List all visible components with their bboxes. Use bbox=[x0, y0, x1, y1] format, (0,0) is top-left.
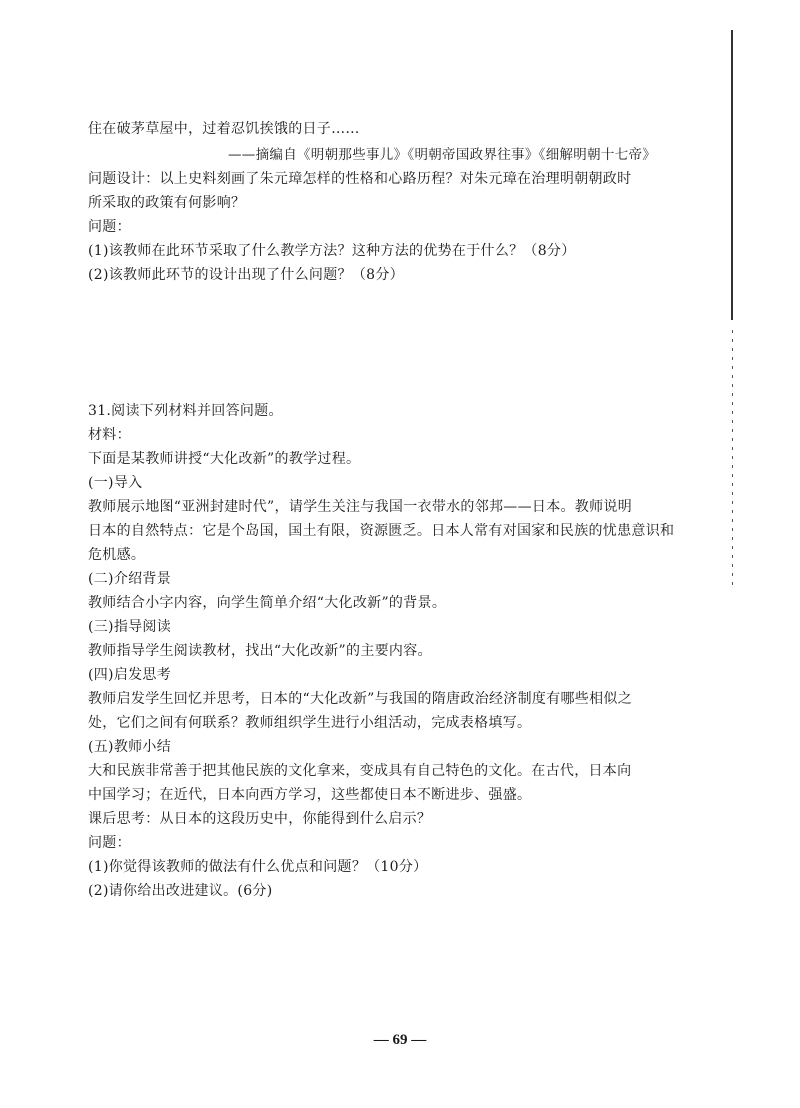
page-number: — 69 — bbox=[373, 1032, 427, 1048]
text-line: 教师结合小字内容，向学生简单介绍“大化改新”的背景。 bbox=[88, 595, 447, 611]
text-line: 住在破茅草屋中，过着忍饥挨饿的日子…… bbox=[88, 121, 360, 137]
text-line: 教师指导学生阅读教材，找出“大化改新”的主要内容。 bbox=[88, 643, 432, 659]
text-line: 中国学习；在近代，日本向西方学习，这些都使日本不断进步、强盛。 bbox=[88, 787, 532, 803]
question-item: (1)该教师在此环节采取了什么教学方法？这种方法的优势在于什么？（8分） bbox=[88, 243, 576, 259]
text-line: 大和民族非常善于把其他民族的文化拿来，变成具有自己特色的文化。在古代，日本向 bbox=[88, 763, 632, 779]
page-edge-scan-dashes bbox=[732, 330, 733, 590]
text-line: 问题设计：以上史料刻画了朱元璋怎样的性格和心路历程？对朱元璋在治理明朝朝政时 bbox=[88, 171, 632, 187]
question-item: (2)该教师此环节的设计出现了什么问题？（8分） bbox=[88, 267, 404, 283]
question-label: 问题： bbox=[88, 219, 131, 235]
material-label: 材料： bbox=[88, 427, 131, 443]
section-heading: (一)导入 bbox=[88, 475, 143, 491]
question-item: (1)你觉得该教师的做法有什么优点和问题？（10分） bbox=[88, 859, 428, 875]
question-label: 问题： bbox=[88, 835, 131, 851]
source-citation: ——摘编自《明朝那些事儿》《明朝帝国政界往事》《细解明朝十七帝》 bbox=[228, 147, 657, 163]
section-heading: (三)指导阅读 bbox=[88, 619, 172, 635]
text-line: 下面是某教师讲授“大化改新”的教学过程。 bbox=[88, 451, 361, 467]
page-edge-scan-mark bbox=[731, 30, 733, 320]
text-line: 教师展示地图“亚洲封建时代”，请学生关注与我国一衣带水的邻邦——日本。教师说明 bbox=[88, 499, 633, 515]
text-line: 所采取的政策有何影响？ bbox=[88, 195, 246, 211]
section-heading: (五)教师小结 bbox=[88, 739, 172, 755]
text-line: 教师启发学生回忆并思考，日本的“大化改新”与我国的隋唐政治经济制度有哪些相似之 bbox=[88, 691, 633, 707]
text-line: 处，它们之间有何联系？教师组织学生进行小组活动，完成表格填写。 bbox=[88, 715, 532, 731]
section-heading: (四)启发思考 bbox=[88, 667, 172, 683]
question-item: (2)请你给出改进建议。(6分) bbox=[88, 883, 273, 899]
section-heading: (二)介绍背景 bbox=[88, 571, 172, 587]
text-line: 课后思考：从日本的这段历史中，你能得到什么启示？ bbox=[88, 811, 432, 827]
text-line: 日本的自然特点：它是个岛国，国土有限，资源匮乏。日本人常有对国家和民族的忧患意识和 bbox=[88, 523, 675, 539]
text-line: 危机感。 bbox=[88, 547, 146, 563]
question-title: 31.阅读下列材料并回答问题。 bbox=[88, 403, 283, 419]
